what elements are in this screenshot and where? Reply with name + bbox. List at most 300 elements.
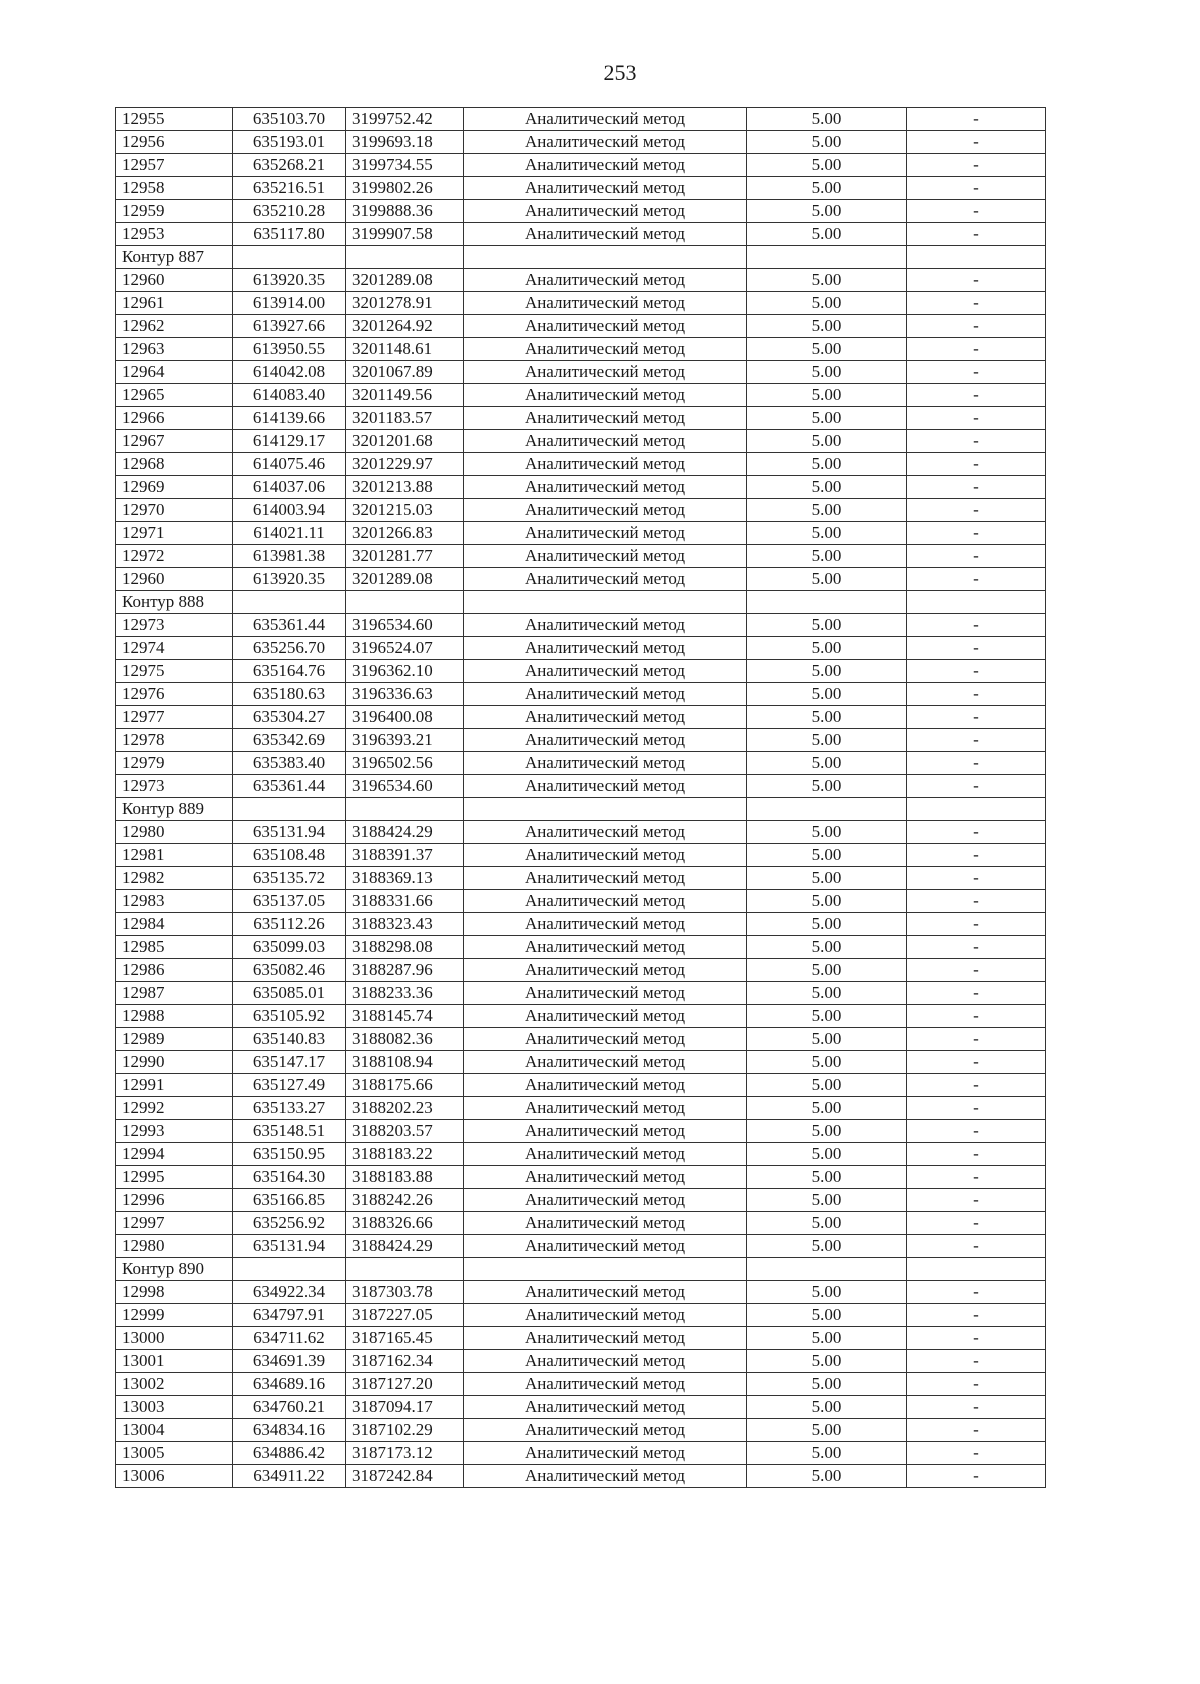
method-cell: Аналитический метод [464,108,747,131]
extra-cell: - [907,1304,1046,1327]
x-coordinate-cell: 635127.49 [233,1074,346,1097]
table-row [116,1396,1046,1419]
y-coordinate-cell: 3188298.08 [346,936,464,959]
method-cell: Аналитический метод [464,522,747,545]
x-coordinate-cell: 613927.66 [233,315,346,338]
x-coordinate-cell: 614139.66 [233,407,346,430]
accuracy-cell: 5.00 [747,637,907,660]
y-coordinate-cell: 3201148.61 [346,338,464,361]
x-coordinate-cell: 635082.46 [233,959,346,982]
y-coordinate-cell: 3187102.29 [346,1419,464,1442]
y-coordinate-cell: 3196534.60 [346,614,464,637]
method-cell: Аналитический метод [464,1074,747,1097]
method-cell: Аналитический метод [464,867,747,890]
extra-cell: - [907,1120,1046,1143]
method-cell: Аналитический метод [464,499,747,522]
point-id-cell: 12957 [116,154,233,177]
y-coordinate-cell: 3188175.66 [346,1074,464,1097]
point-id-cell: 12976 [116,683,233,706]
table-row [116,1005,1046,1028]
empty-cell [464,1258,747,1281]
extra-cell: - [907,292,1046,315]
point-id-cell: 12960 [116,269,233,292]
extra-cell: - [907,637,1046,660]
x-coordinate-cell: 613950.55 [233,338,346,361]
method-cell: Аналитический метод [464,315,747,338]
method-cell: Аналитический метод [464,430,747,453]
extra-cell: - [907,1074,1046,1097]
point-id-cell: 12963 [116,338,233,361]
method-cell: Аналитический метод [464,453,747,476]
x-coordinate-cell: 614083.40 [233,384,346,407]
method-cell: Аналитический метод [464,1120,747,1143]
table-row [116,637,1046,660]
y-coordinate-cell: 3188331.66 [346,890,464,913]
point-id-cell: 13001 [116,1350,233,1373]
x-coordinate-cell: 635135.72 [233,867,346,890]
method-cell: Аналитический метод [464,1419,747,1442]
y-coordinate-cell: 3188108.94 [346,1051,464,1074]
point-id-cell: 13004 [116,1419,233,1442]
y-coordinate-cell: 3201278.91 [346,292,464,315]
x-coordinate-cell: 635140.83 [233,1028,346,1051]
point-id-cell: 12994 [116,1143,233,1166]
empty-cell [233,798,346,821]
extra-cell: - [907,1419,1046,1442]
contour-header-row [116,591,1046,614]
y-coordinate-cell: 3187227.05 [346,1304,464,1327]
extra-cell: - [907,1051,1046,1074]
empty-cell [747,798,907,821]
method-cell: Аналитический метод [464,890,747,913]
accuracy-cell: 5.00 [747,453,907,476]
y-coordinate-cell: 3188391.37 [346,844,464,867]
accuracy-cell: 5.00 [747,315,907,338]
x-coordinate-cell: 635147.17 [233,1051,346,1074]
extra-cell: - [907,660,1046,683]
accuracy-cell: 5.00 [747,1419,907,1442]
extra-cell: - [907,545,1046,568]
contour-header-row [116,246,1046,269]
extra-cell: - [907,1327,1046,1350]
method-cell: Аналитический метод [464,407,747,430]
table-row [116,499,1046,522]
x-coordinate-cell: 635108.48 [233,844,346,867]
table-row [116,131,1046,154]
y-coordinate-cell: 3188183.22 [346,1143,464,1166]
accuracy-cell: 5.00 [747,1005,907,1028]
y-coordinate-cell: 3187162.34 [346,1350,464,1373]
y-coordinate-cell: 3201289.08 [346,568,464,591]
x-coordinate-cell: 635112.26 [233,913,346,936]
point-id-cell: 13000 [116,1327,233,1350]
point-id-cell: 12965 [116,384,233,407]
table-row [116,476,1046,499]
method-cell: Аналитический метод [464,1281,747,1304]
extra-cell: - [907,982,1046,1005]
empty-cell [464,246,747,269]
extra-cell: - [907,154,1046,177]
method-cell: Аналитический метод [464,936,747,959]
point-id-cell: 12973 [116,614,233,637]
extra-cell: - [907,706,1046,729]
y-coordinate-cell: 3188145.74 [346,1005,464,1028]
method-cell: Аналитический метод [464,384,747,407]
y-coordinate-cell: 3188424.29 [346,1235,464,1258]
table-row [116,1120,1046,1143]
table-row [116,384,1046,407]
method-cell: Аналитический метод [464,1097,747,1120]
x-coordinate-cell: 614129.17 [233,430,346,453]
accuracy-cell: 5.00 [747,821,907,844]
point-id-cell: 12989 [116,1028,233,1051]
table-row [116,1350,1046,1373]
table-row [116,361,1046,384]
accuracy-cell: 5.00 [747,1235,907,1258]
x-coordinate-cell: 634834.16 [233,1419,346,1442]
point-id-cell: 12958 [116,177,233,200]
empty-cell [907,591,1046,614]
contour-header-row [116,798,1046,821]
y-coordinate-cell: 3201289.08 [346,269,464,292]
x-coordinate-cell: 635210.28 [233,200,346,223]
point-id-cell: 12982 [116,867,233,890]
accuracy-cell: 5.00 [747,844,907,867]
method-cell: Аналитический метод [464,1442,747,1465]
x-coordinate-cell: 635131.94 [233,1235,346,1258]
table-row [116,269,1046,292]
method-cell: Аналитический метод [464,1350,747,1373]
point-id-cell: 12969 [116,476,233,499]
accuracy-cell: 5.00 [747,1465,907,1488]
method-cell: Аналитический метод [464,545,747,568]
accuracy-cell: 5.00 [747,476,907,499]
table-row [116,982,1046,1005]
empty-cell [747,246,907,269]
extra-cell: - [907,1166,1046,1189]
extra-cell: - [907,499,1046,522]
x-coordinate-cell: 614021.11 [233,522,346,545]
x-coordinate-cell: 614075.46 [233,453,346,476]
table-row [116,614,1046,637]
table-row [116,1074,1046,1097]
accuracy-cell: 5.00 [747,522,907,545]
table-row [116,775,1046,798]
y-coordinate-cell: 3188424.29 [346,821,464,844]
table-row [116,407,1046,430]
accuracy-cell: 5.00 [747,1327,907,1350]
point-id-cell: 12970 [116,499,233,522]
accuracy-cell: 5.00 [747,1396,907,1419]
accuracy-cell: 5.00 [747,407,907,430]
accuracy-cell: 5.00 [747,499,907,522]
y-coordinate-cell: 3201281.77 [346,545,464,568]
y-coordinate-cell: 3201213.88 [346,476,464,499]
y-coordinate-cell: 3201183.57 [346,407,464,430]
y-coordinate-cell: 3199693.18 [346,131,464,154]
extra-cell: - [907,568,1046,591]
table-row [116,154,1046,177]
table-row [116,844,1046,867]
extra-cell: - [907,1350,1046,1373]
extra-cell: - [907,1373,1046,1396]
point-id-cell: 13006 [116,1465,233,1488]
accuracy-cell: 5.00 [747,1028,907,1051]
method-cell: Аналитический метод [464,982,747,1005]
x-coordinate-cell: 635166.85 [233,1189,346,1212]
table-row [116,1327,1046,1350]
x-coordinate-cell: 635164.30 [233,1166,346,1189]
table-row [116,936,1046,959]
accuracy-cell: 5.00 [747,614,907,637]
y-coordinate-cell: 3187127.20 [346,1373,464,1396]
point-id-cell: 12999 [116,1304,233,1327]
extra-cell: - [907,614,1046,637]
accuracy-cell: 5.00 [747,384,907,407]
table-row [116,706,1046,729]
accuracy-cell: 5.00 [747,131,907,154]
contour-label: Контур 887 [116,246,233,269]
method-cell: Аналитический метод [464,1051,747,1074]
point-id-cell: 12964 [116,361,233,384]
method-cell: Аналитический метод [464,338,747,361]
y-coordinate-cell: 3188082.36 [346,1028,464,1051]
y-coordinate-cell: 3196393.21 [346,729,464,752]
accuracy-cell: 5.00 [747,729,907,752]
extra-cell: - [907,200,1046,223]
method-cell: Аналитический метод [464,177,747,200]
accuracy-cell: 5.00 [747,683,907,706]
y-coordinate-cell: 3201149.56 [346,384,464,407]
point-id-cell: 13002 [116,1373,233,1396]
empty-cell [346,591,464,614]
x-coordinate-cell: 635133.27 [233,1097,346,1120]
point-id-cell: 12990 [116,1051,233,1074]
x-coordinate-cell: 634922.34 [233,1281,346,1304]
extra-cell: - [907,1097,1046,1120]
point-id-cell: 12962 [116,315,233,338]
extra-cell: - [907,1235,1046,1258]
x-coordinate-cell: 635361.44 [233,775,346,798]
x-coordinate-cell: 635342.69 [233,729,346,752]
point-id-cell: 12991 [116,1074,233,1097]
x-coordinate-cell: 634797.91 [233,1304,346,1327]
point-id-cell: 12973 [116,775,233,798]
accuracy-cell: 5.00 [747,177,907,200]
method-cell: Аналитический метод [464,775,747,798]
table-row [116,522,1046,545]
extra-cell: - [907,223,1046,246]
accuracy-cell: 5.00 [747,913,907,936]
method-cell: Аналитический метод [464,154,747,177]
coordinates-table [115,107,1046,1488]
point-id-cell: 12981 [116,844,233,867]
method-cell: Аналитический метод [464,568,747,591]
method-cell: Аналитический метод [464,1304,747,1327]
point-id-cell: 13003 [116,1396,233,1419]
point-id-cell: 12960 [116,568,233,591]
method-cell: Аналитический метод [464,1028,747,1051]
extra-cell: - [907,752,1046,775]
contour-label: Контур 890 [116,1258,233,1281]
extra-cell: - [907,821,1046,844]
accuracy-cell: 5.00 [747,775,907,798]
table-row [116,1465,1046,1488]
table-row [116,1189,1046,1212]
table-row [116,1143,1046,1166]
point-id-cell: 12971 [116,522,233,545]
x-coordinate-cell: 634689.16 [233,1373,346,1396]
contour-header-row [116,1258,1046,1281]
x-coordinate-cell: 613914.00 [233,292,346,315]
accuracy-cell: 5.00 [747,223,907,246]
method-cell: Аналитический метод [464,959,747,982]
table-row [116,177,1046,200]
empty-cell [233,591,346,614]
extra-cell: - [907,1442,1046,1465]
point-id-cell: 12997 [116,1212,233,1235]
y-coordinate-cell: 3187303.78 [346,1281,464,1304]
y-coordinate-cell: 3196400.08 [346,706,464,729]
point-id-cell: 12993 [116,1120,233,1143]
table-row [116,1212,1046,1235]
empty-cell [233,246,346,269]
table-row [116,545,1046,568]
extra-cell: - [907,338,1046,361]
y-coordinate-cell: 3187165.45 [346,1327,464,1350]
point-id-cell: 12987 [116,982,233,1005]
x-coordinate-cell: 634711.62 [233,1327,346,1350]
empty-cell [747,1258,907,1281]
point-id-cell: 12988 [116,1005,233,1028]
x-coordinate-cell: 635268.21 [233,154,346,177]
accuracy-cell: 5.00 [747,1074,907,1097]
accuracy-cell: 5.00 [747,959,907,982]
method-cell: Аналитический метод [464,200,747,223]
method-cell: Аналитический метод [464,1189,747,1212]
x-coordinate-cell: 635150.95 [233,1143,346,1166]
extra-cell: - [907,453,1046,476]
x-coordinate-cell: 613981.38 [233,545,346,568]
table-row [116,453,1046,476]
x-coordinate-cell: 635361.44 [233,614,346,637]
point-id-cell: 12986 [116,959,233,982]
x-coordinate-cell: 614042.08 [233,361,346,384]
extra-cell: - [907,1005,1046,1028]
x-coordinate-cell: 635099.03 [233,936,346,959]
y-coordinate-cell: 3188323.43 [346,913,464,936]
y-coordinate-cell: 3188203.57 [346,1120,464,1143]
table-row [116,200,1046,223]
accuracy-cell: 5.00 [747,982,907,1005]
empty-cell [907,798,1046,821]
point-id-cell: 12977 [116,706,233,729]
extra-cell: - [907,683,1046,706]
extra-cell: - [907,729,1046,752]
point-id-cell: 12996 [116,1189,233,1212]
x-coordinate-cell: 634886.42 [233,1442,346,1465]
method-cell: Аналитический метод [464,1235,747,1258]
x-coordinate-cell: 634911.22 [233,1465,346,1488]
extra-cell: - [907,522,1046,545]
method-cell: Аналитический метод [464,706,747,729]
x-coordinate-cell: 635304.27 [233,706,346,729]
method-cell: Аналитический метод [464,1166,747,1189]
y-coordinate-cell: 3187173.12 [346,1442,464,1465]
table-row [116,223,1046,246]
y-coordinate-cell: 3199802.26 [346,177,464,200]
method-cell: Аналитический метод [464,131,747,154]
empty-cell [464,798,747,821]
table-row [116,1166,1046,1189]
y-coordinate-cell: 3188242.26 [346,1189,464,1212]
point-id-cell: 12961 [116,292,233,315]
extra-cell: - [907,1212,1046,1235]
table-row [116,108,1046,131]
point-id-cell: 12980 [116,1235,233,1258]
table-row [116,752,1046,775]
method-cell: Аналитический метод [464,476,747,499]
accuracy-cell: 5.00 [747,1143,907,1166]
accuracy-cell: 5.00 [747,1120,907,1143]
accuracy-cell: 5.00 [747,154,907,177]
x-coordinate-cell: 635216.51 [233,177,346,200]
y-coordinate-cell: 3201215.03 [346,499,464,522]
x-coordinate-cell: 635180.63 [233,683,346,706]
point-id-cell: 12972 [116,545,233,568]
extra-cell: - [907,1143,1046,1166]
method-cell: Аналитический метод [464,1005,747,1028]
table-row [116,890,1046,913]
extra-cell: - [907,959,1046,982]
page-number: 253 [603,60,637,85]
contour-label: Контур 888 [116,591,233,614]
x-coordinate-cell: 614037.06 [233,476,346,499]
accuracy-cell: 5.00 [747,269,907,292]
y-coordinate-cell: 3188202.23 [346,1097,464,1120]
accuracy-cell: 5.00 [747,752,907,775]
method-cell: Аналитический метод [464,292,747,315]
accuracy-cell: 5.00 [747,430,907,453]
extra-cell: - [907,936,1046,959]
method-cell: Аналитический метод [464,1327,747,1350]
contour-label: Контур 889 [116,798,233,821]
table-row [116,1373,1046,1396]
x-coordinate-cell: 635193.01 [233,131,346,154]
method-cell: Аналитический метод [464,223,747,246]
empty-cell [346,798,464,821]
y-coordinate-cell: 3201264.92 [346,315,464,338]
method-cell: Аналитический метод [464,844,747,867]
point-id-cell: 12953 [116,223,233,246]
x-coordinate-cell: 635137.05 [233,890,346,913]
y-coordinate-cell: 3188326.66 [346,1212,464,1235]
accuracy-cell: 5.00 [747,936,907,959]
method-cell: Аналитический метод [464,683,747,706]
extra-cell: - [907,476,1046,499]
extra-cell: - [907,361,1046,384]
x-coordinate-cell: 614003.94 [233,499,346,522]
y-coordinate-cell: 3187094.17 [346,1396,464,1419]
accuracy-cell: 5.00 [747,1304,907,1327]
point-id-cell: 12998 [116,1281,233,1304]
method-cell: Аналитический метод [464,1212,747,1235]
extra-cell: - [907,890,1046,913]
point-id-cell: 12975 [116,660,233,683]
method-cell: Аналитический метод [464,1465,747,1488]
table-row [116,338,1046,361]
method-cell: Аналитический метод [464,913,747,936]
